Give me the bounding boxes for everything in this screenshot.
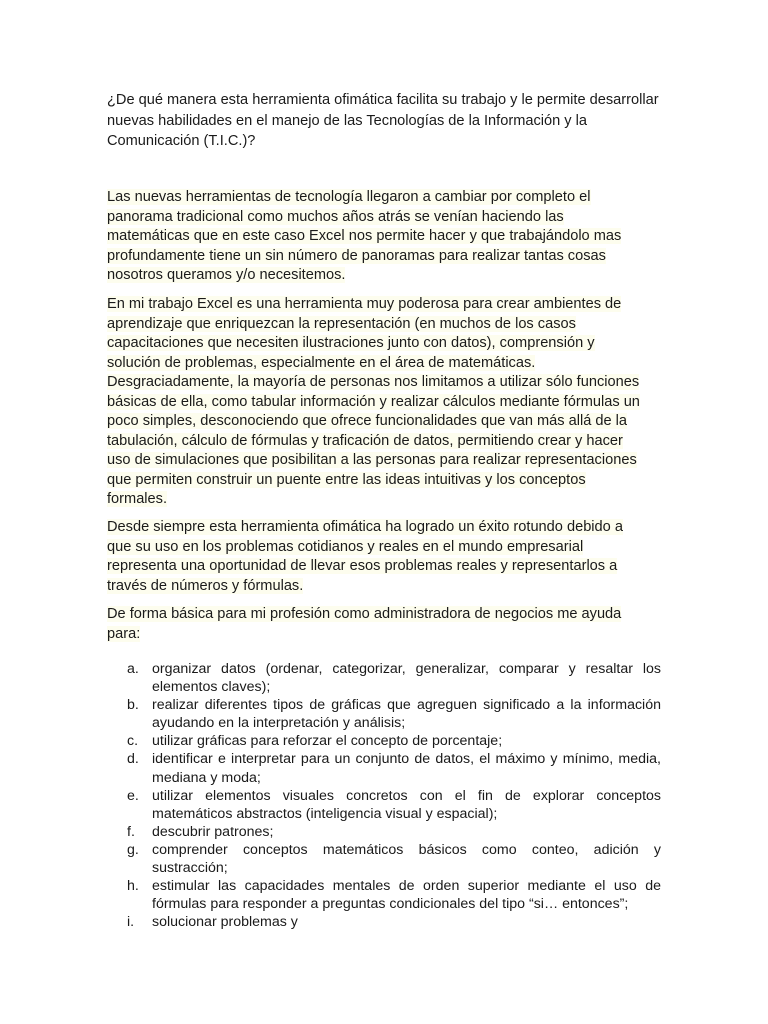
paragraph-1-text: Las nuevas herramientas de tecnología llegaron a cambiar por completo el panorama tradicional como muchos años atrás se venían haciendo las matemáticas que en este caso Excel nos permite hacer y que trabajándolo mas profundamente tiene un sin número de panoramas para realizar tantas cosas nosotros queramos y/o necesitemos.	[107, 189, 622, 283]
list-marker: a.	[127, 661, 139, 677]
benefits-list	[107, 660, 661, 931]
list-marker: g.	[127, 841, 139, 858]
list-item	[107, 660, 661, 696]
paragraph-4	[107, 605, 640, 644]
list-marker: e.	[127, 787, 139, 804]
list-marker: c.	[127, 733, 139, 750]
list-item	[107, 913, 661, 931]
list-item-text: solucionar problemas y	[152, 914, 298, 931]
list-item	[107, 787, 661, 823]
question-heading: ¿De qué manera esta herramienta ofimática facilita su trabajo y le permite desarrollar nuevas habilidades en el manejo de las Tecnologías de la Información y la Comunicación (T.I.C.)?	[107, 92, 659, 149]
paragraph-4-text: De forma básica para mi profesión como administradora de negocios me ayuda para:	[107, 606, 622, 642]
list-item	[107, 750, 661, 786]
list-marker: b.	[127, 697, 139, 714]
list-item	[107, 841, 661, 877]
list-item-text: estimular las capacidades mentales de orden superior mediante el uso de fórmulas para responder a preguntas condicionales del tipo “si… entonces”;	[152, 878, 661, 913]
list-item	[107, 823, 661, 841]
list-item-text: utilizar elementos visuales concretos con el fin de explorar conceptos matemáticos abstractos (inteligencia visual y espacial);	[152, 787, 661, 822]
list-item-text: realizar diferentes tipos de gráficas que agreguen significado a la información ayudando en la interpretación y análisis;	[152, 697, 661, 732]
list-marker: d.	[127, 751, 139, 768]
list-item-text: organizar datos (ordenar, categorizar, generalizar, comparar y resaltar los elementos claves);	[152, 661, 661, 696]
paragraph-3-text: Desde siempre esta herramienta ofimática ha logrado un éxito rotundo debido a que su uso en los problemas cotidianos y reales en el mundo empresarial representa una oportunidad de llevar esos problemas reales y representarlos a través de números y fórmulas.	[107, 519, 623, 594]
list-item-text: utilizar gráficas para reforzar el concepto de porcentaje;	[152, 733, 503, 750]
paragraph-2	[107, 295, 640, 510]
list-marker: f.	[127, 823, 135, 840]
list-item-text: descubrir patrones;	[152, 823, 274, 840]
paragraph-2-text: En mi trabajo Excel es una herramienta muy poderosa para crear ambientes de aprendizaje que enriquezcan la representación (en muchos de los casos capacitaciones que necesiten ilustraciones junto con datos), comprensión y solución de problemas, especialmente en el área de matemáticas. Desgraciadamente, la mayoría de personas nos limitamos a utilizar sólo funciones básicas de ella, como tabular información y realizar cálculos mediante fórmulas un poco simples, desconociendo que ofrece funcionalidades que van más allá de la tabulación, cálculo de fórmulas y traficación de datos, permitiendo crear y hacer uso de simulaciones que posibilitan a las personas para realizar representaciones que permiten construir un puente entre las ideas intuitivas y los conceptos formales.	[107, 296, 640, 507]
paragraph-1	[107, 188, 640, 286]
list-item-text: comprender conceptos matemáticos básicos como conteo, adición y sustracción;	[152, 841, 661, 877]
list-item	[107, 732, 661, 750]
paragraph-3	[107, 518, 640, 596]
list-item	[107, 877, 661, 913]
list-marker: i.	[127, 914, 135, 931]
list-marker: h.	[127, 878, 139, 895]
list-item-text: identificar e interpretar para un conjunto de datos, el máximo y mínimo, media, mediana y moda;	[152, 751, 661, 786]
list-item	[107, 696, 661, 732]
